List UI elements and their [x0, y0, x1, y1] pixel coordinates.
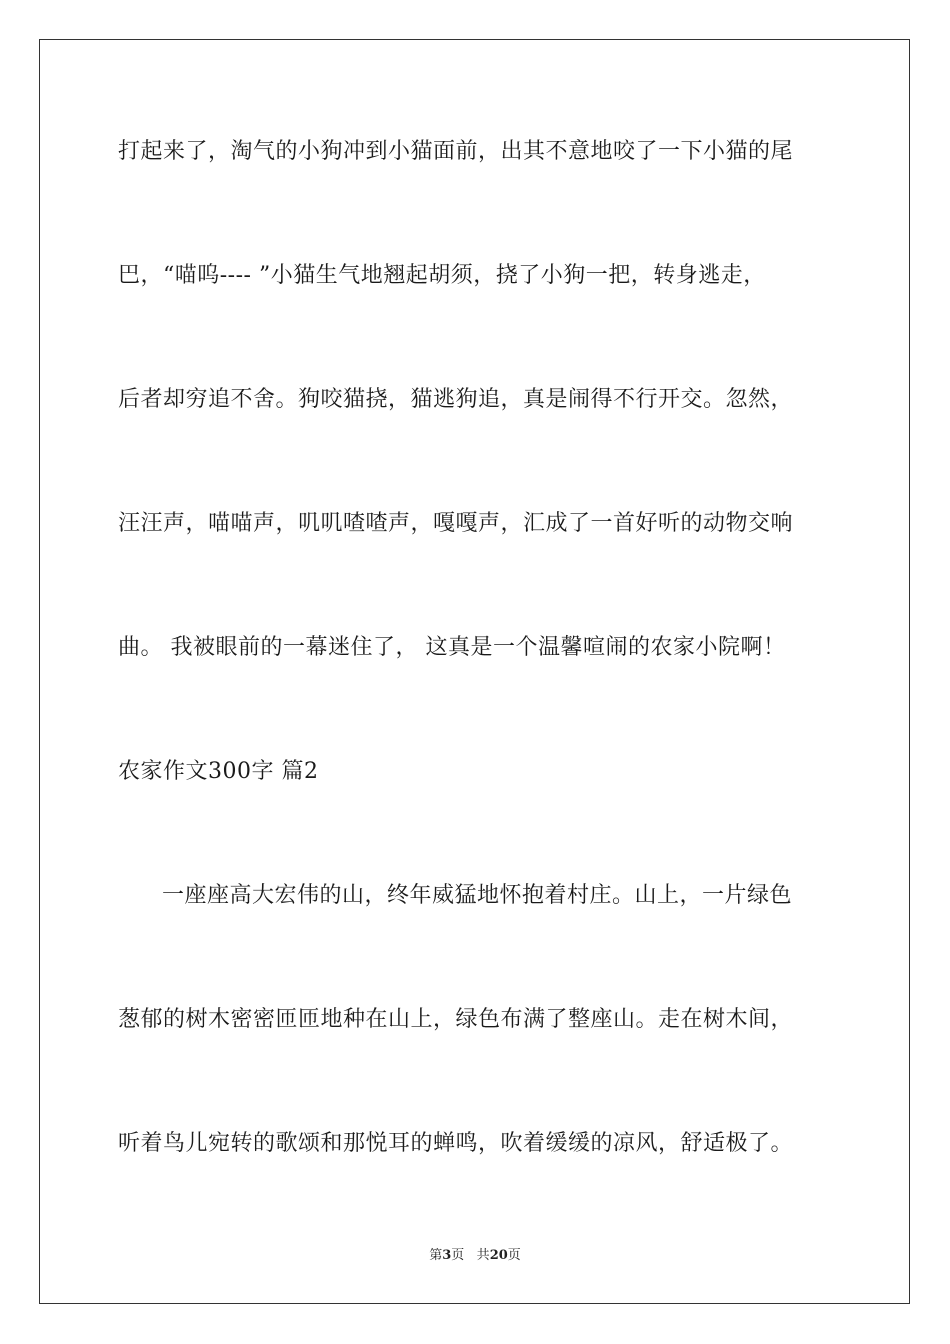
footer-total-pages: 20 [489, 1248, 508, 1263]
footer-total-prefix: 共 [476, 1248, 490, 1263]
paragraph-line-5: 曲。 我被眼前的一幕迷住了， 这真是一个温馨喧闹的农家小院啊！ [118, 635, 786, 660]
footer-prefix: 第 [429, 1248, 443, 1263]
page-border [39, 39, 910, 1304]
paragraph-line-1: 打起来了，淘气的小狗冲到小猫面前，出其不意地咬了一下小猫的尾 [118, 139, 794, 164]
section2-line-1: 一座座高大宏伟的山，终年威猛地怀抱着村庄。山上，一片绿色 [162, 883, 793, 908]
section2-line-2: 葱郁的树木密密匝匝地种在山上，绿色布满了整座山。走在树木间， [118, 1007, 794, 1032]
section2-line-3: 听着鸟儿宛转的歌颂和那悦耳的蝉鸣，吹着缓缓的凉风，舒适极了。 [118, 1131, 794, 1156]
section-heading: 农家作文300字 篇2 [118, 759, 319, 784]
footer-page-suffix: 页 [451, 1248, 465, 1263]
footer-current-page: 3 [442, 1248, 452, 1263]
footer-total-suffix: 页 [507, 1248, 521, 1263]
paragraph-line-3: 后者却穷追不舍。狗咬猫挠，猫逃狗追，真是闹得不行开交。忽然， [118, 387, 794, 412]
paragraph-line-2: 巴，“喵呜---- ”小猫生气地翘起胡须，挠了小狗一把，转身逃走， [118, 263, 766, 288]
page-footer [0, 1247, 950, 1265]
paragraph-line-4: 汪汪声，喵喵声，叽叽喳喳声，嘎嘎声，汇成了一首好听的动物交响 [118, 511, 794, 536]
